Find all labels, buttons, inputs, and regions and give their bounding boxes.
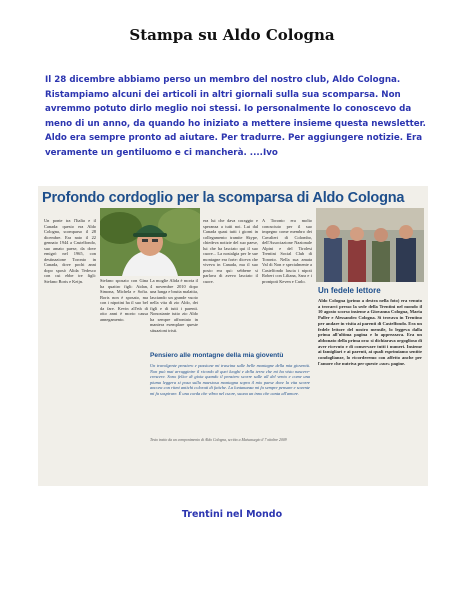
newspaper-clipping bbox=[38, 186, 428, 486]
pensiero-credit: Testo tratto da un componimento di Aldo Cologna, scritto a Maisassegio il 7 ottobre 2009 bbox=[150, 438, 287, 442]
group-photo-image bbox=[316, 208, 424, 282]
pensiero-text: Un travolgente pensiero e passione mi trascina sulle belle montagne della mia gioventù. Non può mai arrugginire il ricordo di quei luoghi e della terra che mi ha visto nascere-crescere. Sono felice di gioia quando il pensiero scorre sulle all del vento e come una piuma leggera si posa sulla maestosa montagna sopra il mio paese dove la vita scorre ancora con ritmi antichi colorati di fatiche. La lontananza mi fa sempre pensare e sovente mi fa sospirare. È una corda che vibra nel cuore, suona un inno che canta all'amore. bbox=[150, 363, 310, 396]
group-photo bbox=[316, 208, 424, 282]
article-column-4: era lui che dava coraggio e speranza a tutti noi. Lui dal Canada quasi tutti i giorni in collegamento tramite Skype, chiedeva notizie del suo paese, lui che ha lasciato qui il suo cuore... La nostalgia per le sue montagne era forte: diceva che viveva in Canada, ma il suo posto era qui: sebbene si parlava di avevo lasciato il cuore. bbox=[203, 218, 258, 284]
intro-paragraph: Il 28 dicembre abbiamo perso un membro del nostro club, Aldo Cologna. Ristampiamo alcuni dei articoli in altri giornali sulla sua scomparsa. Non avremmo potuto dirlo meglio noi stessi. Io personalmente lo conoscevo da meno di un anno, da quando ho iniziato a mettere insieme questa newsletter. Aldo era sempre pronto ad aiutare. Per tradurre. Per aggiungere notizie. Era veramente un gentiluomo e ci mancherà. ....Ivo bbox=[45, 75, 426, 158]
article-column-3: La moglie Alida è morta il 4 novembre 2010 dopo una lunga e brutta malattia, lasciando un grande vuoto nella vita di zio Aldo, dei figli e di tutti i parenti. Nonostante tutto zio Aldo ha sempre affrontato in maniera esemplare queste situazioni tristi. bbox=[150, 278, 198, 333]
portrait-photo-image bbox=[100, 208, 200, 276]
fedele-lettore-text: Aldo Cologna (primo a destra nella foto) era venuto a trovarci presso la sede della Trentini nel mondo il 10 agosto scorso insieme a Giovanna Cologna, Maria Paller e Alessandro Cologna. Si trovava in Trentino per andare in visita ai parenti di Castelfondo. Era un fedele lettore del nostro mensile, lo leggeva dalla prima all'ultima pagina e lo apprezzava. Era un abbonato della prima ora: si dichiarava orgoglioso di aver ricevuto e di conservare tutti i numeri. Insieme ai famigliari e ai parenti, ai quali esprimiamo sentite condoglianze, lo ricorderemo con affetto anche per l'amore che nutriva per queste «sue» pagine. bbox=[318, 298, 423, 366]
source-caption: Trentini nel Mondo bbox=[181, 509, 283, 520]
pensiero-title: Pensiero alle montagne della mia gioventù bbox=[150, 352, 284, 359]
page-title: Stampa su Aldo Cologna bbox=[129, 26, 335, 44]
clipping-headline: Profondo cordoglio per la scomparsa di Aldo Cologna bbox=[42, 190, 405, 206]
portrait-photo bbox=[100, 208, 200, 276]
article-column-5: A Toronto era molto conosciuto per il suo impegno come membro dei Cavalieri di Colombo, dell'Associazione Nazionale Alpini e del Tirolesi Trentini Social Club di Toronto. Nella sua amata Val di Non e specialmente a Castelfondo lascia i nipoti Robert con Liliana, Sara e i pronipoti Keven e Carlo. bbox=[262, 218, 312, 284]
fedele-lettore-title: Un fedele lettore bbox=[318, 286, 381, 295]
article-column-2: Stefano sposato con Gina ha quattro figli: Aidan, Simona, Michela e Sofia. Boris non è sposato, ma con i nipotini ha il suo bel da fare. Kevin all'età di otto anni è morto causa annegamento. bbox=[100, 278, 148, 322]
article-column-1: Un ponte tra l'Italia e il Canada: questo era Aldo Cologna, scomparso il 28 dicembre. Era nato il 22 gennaio 1944 a Castelfondo, suo amato paese, da dove emigrò nel 1965, con destinazione Toronto in Canada, dove pochi anni dopo sposò Alida Tedesco con cui ebbe tre figli: Stefano Boris e Keijn. bbox=[44, 218, 96, 284]
